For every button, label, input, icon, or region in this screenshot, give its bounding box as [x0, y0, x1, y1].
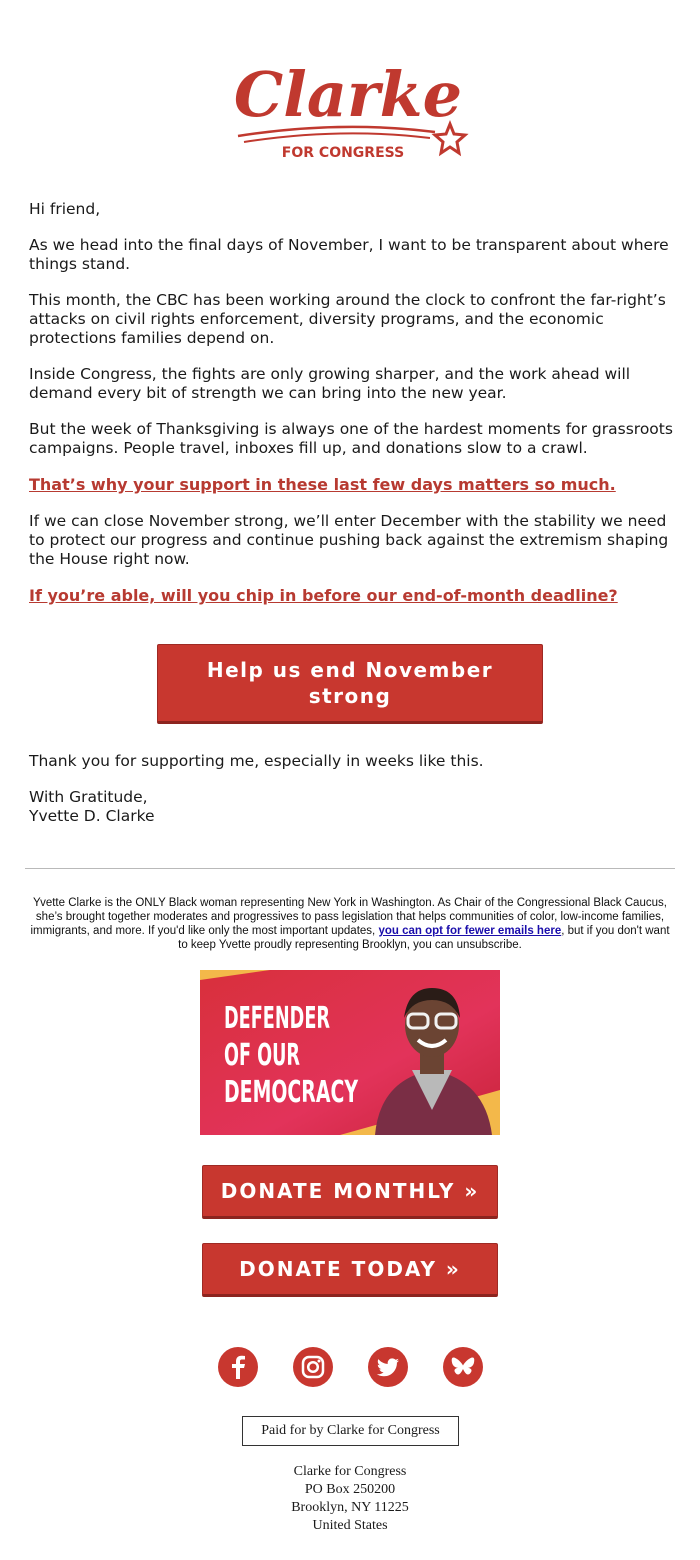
logo-wordmark: Clarke [233, 58, 463, 131]
address-line: United States [312, 1518, 388, 1533]
paragraph: But the week of Thanksgiving is always one of the hardest moments for grassroots campaigns. People travel, inboxes fill up, and donations slow to a crawl. [29, 420, 673, 457]
disclaimer: Yvette Clarke is the ONLY Black woman representing New York in Washington. As Chair of the Congressional Black Caucus, she’s brought together moderates and progressives to pass legislation that helps communities of color, low-income families, immigrants, and more. If you'd like only the most important updates, you can opt for fewer emails here, but if you don't want to keep Yvette proudly representing Brooklyn, you can unsubscribe. [30, 897, 670, 951]
instagram-icon[interactable] [293, 1347, 333, 1387]
thanks-text: Thank you for supporting me, especially in weeks like this. [29, 752, 484, 770]
address-line: Brooklyn, NY 11225 [291, 1500, 409, 1515]
paragraph: As we head into the final days of November, I want to be transparent about where things stand. [29, 236, 669, 273]
defender-banner[interactable] [200, 970, 500, 1135]
greeting: Hi friend, [29, 200, 101, 218]
paragraph: This month, the CBC has been working around the clock to confront the far-right’s attacks on civil rights enforcement, diversity programs, and the economic protections families depend on. [29, 291, 666, 347]
banner-line: DEMOCRACY [224, 1075, 359, 1110]
paragraph: Inside Congress, the fights are only growing sharper, and the work ahead will demand every bit of strength we can bring into the new year. [29, 365, 631, 402]
support-link[interactable]: That’s why your support in these last few days matters so much. [29, 475, 616, 494]
donate-today-button[interactable]: DONATE TODAY » [202, 1243, 498, 1297]
donate-monthly-button[interactable]: DONATE MONTHLY » [202, 1165, 498, 1219]
facebook-icon[interactable] [218, 1347, 258, 1387]
paid-for-disclaimer: Paid for by Clarke for Congress [242, 1416, 459, 1446]
help-end-november-button[interactable]: Help us end November strong [157, 644, 543, 724]
letter-closing [29, 752, 674, 826]
chip-in-link[interactable]: If you’re able, will you chip in before our end-of-month deadline? [29, 586, 618, 605]
paragraph: If we can close November strong, we’ll enter December with the stability we need to protect our progress and continue pushing back against the extremism shaping the House right now. [29, 512, 669, 568]
letter-body [29, 200, 674, 623]
banner-line: DEFENDER [224, 1001, 330, 1036]
twitter-icon[interactable] [368, 1347, 408, 1387]
signoff: With Gratitude, [29, 788, 148, 806]
bluesky-icon[interactable] [443, 1347, 483, 1387]
banner-line: OF OUR [224, 1038, 300, 1073]
signature: Yvette D. Clarke [29, 807, 155, 825]
logo-tagline: FOR CONGRESS [281, 145, 405, 161]
address-line: Clarke for Congress [293, 1464, 407, 1479]
fewer-emails-link[interactable]: you can opt for fewer emails here [378, 925, 562, 937]
address-line: PO Box 250200 [304, 1482, 396, 1497]
mailing-address [0, 1463, 700, 1535]
divider [25, 868, 675, 869]
clarke-logo [0, 40, 700, 165]
